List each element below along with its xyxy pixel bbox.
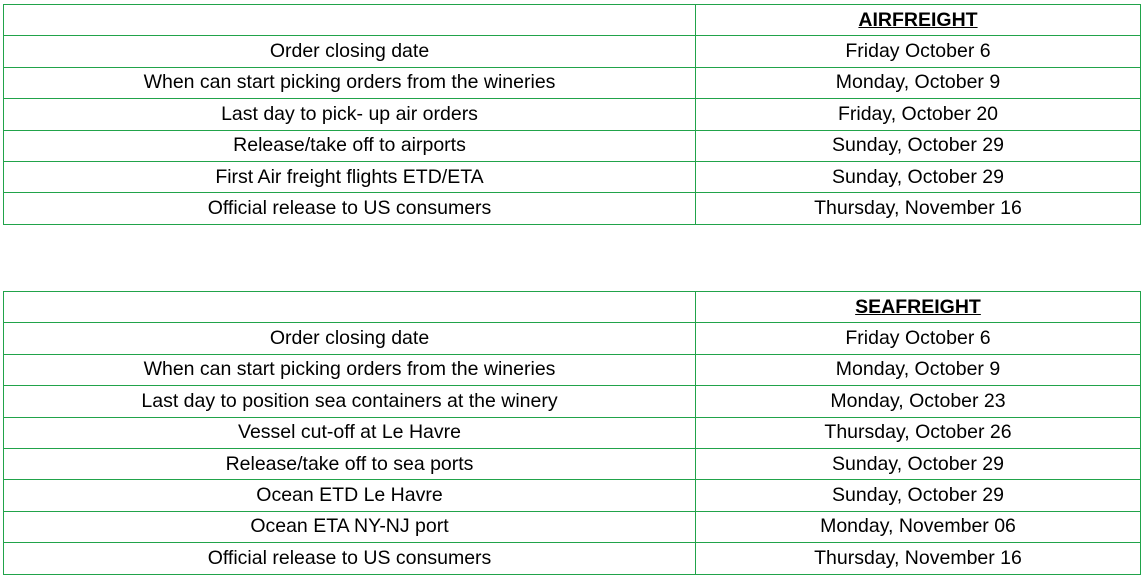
event-date: Monday, October 9	[696, 67, 1141, 98]
event-date: Monday, October 9	[696, 354, 1141, 385]
event-label: Vessel cut-off at Le Havre	[4, 417, 696, 448]
empty-header-cell	[4, 292, 696, 323]
event-label: Last day to position sea containers at the winery	[4, 386, 696, 417]
event-label: Release/take off to airports	[4, 130, 696, 161]
event-date: Sunday, October 29	[696, 480, 1141, 511]
table-row	[4, 36, 1141, 67]
event-date: Friday, October 20	[696, 99, 1141, 130]
event-label: Order closing date	[4, 36, 696, 67]
airfreight-table	[3, 4, 1141, 225]
event-date: Sunday, October 29	[696, 448, 1141, 479]
event-date: Sunday, October 29	[696, 130, 1141, 161]
table-row	[4, 480, 1141, 511]
table-row	[4, 99, 1141, 130]
event-date: Thursday, November 16	[696, 543, 1141, 574]
table-row	[4, 448, 1141, 479]
event-date: Friday October 6	[696, 36, 1141, 67]
table-row	[4, 323, 1141, 354]
event-label: Ocean ETD Le Havre	[4, 480, 696, 511]
event-date: Sunday, October 29	[696, 161, 1141, 192]
table-row	[4, 386, 1141, 417]
event-label: Ocean ETA NY-NJ port	[4, 511, 696, 542]
table-header-row	[4, 292, 1141, 323]
event-label: Official release to US consumers	[4, 193, 696, 224]
table-row	[4, 511, 1141, 542]
event-date: Monday, October 23	[696, 386, 1141, 417]
event-date: Thursday, November 16	[696, 193, 1141, 224]
event-date: Friday October 6	[696, 323, 1141, 354]
table-row	[4, 543, 1141, 574]
table-row	[4, 130, 1141, 161]
event-label: Last day to pick- up air orders	[4, 99, 696, 130]
table-row	[4, 67, 1141, 98]
airfreight-header: AIRFREIGHT	[696, 5, 1141, 36]
seafreight-header: SEAFREIGHT	[696, 292, 1141, 323]
table-row	[4, 354, 1141, 385]
event-date: Monday, November 06	[696, 511, 1141, 542]
event-label: Release/take off to sea ports	[4, 448, 696, 479]
event-label: When can start picking orders from the wineries	[4, 354, 696, 385]
table-row	[4, 161, 1141, 192]
event-date: Thursday, October 26	[696, 417, 1141, 448]
event-label: Order closing date	[4, 323, 696, 354]
table-header-row	[4, 5, 1141, 36]
seafreight-table	[3, 291, 1141, 575]
table-row	[4, 193, 1141, 224]
empty-header-cell	[4, 5, 696, 36]
event-label: When can start picking orders from the wineries	[4, 67, 696, 98]
event-label: Official release to US consumers	[4, 543, 696, 574]
event-label: First Air freight flights ETD/ETA	[4, 161, 696, 192]
table-row	[4, 417, 1141, 448]
